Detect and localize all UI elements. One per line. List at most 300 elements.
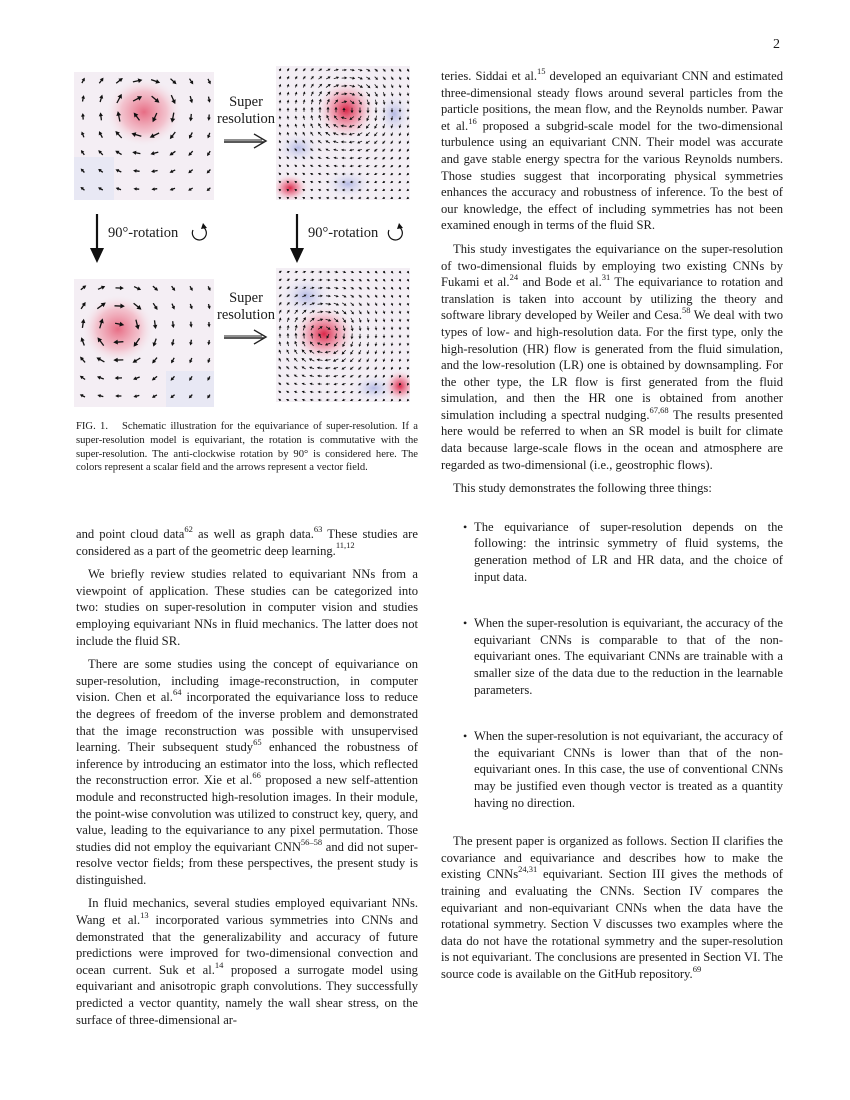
vector-arrow-head <box>280 279 281 280</box>
vector-arrow-head <box>326 149 327 150</box>
vector-arrow-head <box>343 400 344 401</box>
vector-arrow-head <box>384 86 385 87</box>
vector-arrow-head <box>120 79 122 81</box>
vector-arrow-head <box>351 197 352 198</box>
vector-arrow-head <box>391 336 392 337</box>
vector-arrow-head <box>392 94 393 95</box>
vector-arrow-head <box>392 272 393 273</box>
vector-arrow-head <box>311 198 312 199</box>
vector-arrow-head <box>383 150 384 151</box>
vector-arrow-head <box>359 190 360 191</box>
vector-arrow-head <box>351 345 352 347</box>
vector-arrow-head <box>375 337 376 338</box>
vector-arrow-head <box>319 334 320 336</box>
vector-arrow-head <box>408 288 409 289</box>
vector-arrow-head <box>312 271 313 272</box>
vector-arrow-head <box>311 391 312 392</box>
vector-arrow-head <box>359 376 360 377</box>
vector-arrow-head <box>400 376 401 377</box>
vector-arrow-head <box>352 321 353 322</box>
vector-arrow-head <box>391 344 392 345</box>
vector-arrow-head <box>311 116 312 117</box>
vector-arrow-head <box>407 110 408 111</box>
citation: 14 <box>214 959 224 970</box>
vector-arrow-head <box>303 157 304 158</box>
vector-arrow-head <box>383 166 384 167</box>
vector-arrow-head <box>407 336 408 337</box>
vector-arrow-head <box>367 198 368 199</box>
vector-arrow-head <box>336 280 337 281</box>
vector-arrow-head <box>399 384 400 385</box>
vector-arrow-head <box>82 170 83 171</box>
caption-tag: FIG. 1. <box>76 421 109 432</box>
vector-arrow-head <box>319 141 320 142</box>
vector-arrow-head <box>312 318 314 320</box>
vector-arrow-head <box>335 181 336 182</box>
vector-arrow-head <box>295 165 296 166</box>
vector-arrow-head <box>358 142 359 143</box>
vector-arrow-head <box>360 304 361 305</box>
vector-arrow-head <box>383 134 384 135</box>
vector-arrow-head <box>383 360 384 361</box>
vector-arrow-head <box>407 190 408 191</box>
vector-arrow-head <box>407 368 408 369</box>
vector-arrow-head <box>303 165 304 166</box>
vector-arrow-head <box>366 134 367 135</box>
vector-arrow-head <box>343 189 344 190</box>
vector-arrow-head <box>351 400 352 401</box>
vector-arrow-head <box>319 157 320 158</box>
vector-arrow-head <box>376 304 377 305</box>
vector-arrow-head <box>319 149 320 150</box>
vector-arrow-head <box>344 272 345 273</box>
vector-arrow-head <box>155 307 157 309</box>
vector-arrow-head <box>190 396 191 397</box>
vector-arrow-head <box>305 303 306 304</box>
vector-arrow-head <box>383 158 384 159</box>
vector-arrow-head <box>407 198 408 199</box>
citation: 69 <box>692 963 702 974</box>
vector-arrow-head <box>352 280 353 281</box>
vector-arrow-head <box>319 399 320 400</box>
vector-arrow-head <box>351 189 352 190</box>
vector-arrow-head <box>399 392 400 393</box>
vector-arrow-head <box>407 320 408 321</box>
vector-arrow-head <box>173 289 174 290</box>
vector-arrow-head <box>391 134 392 135</box>
vector-arrow-head <box>134 360 136 362</box>
vector-arrow-head <box>117 395 118 396</box>
vector-arrow-head <box>359 345 360 346</box>
vector-arrow-head <box>320 92 321 94</box>
vector-arrow-head <box>295 391 296 392</box>
vector-arrow-head <box>399 126 400 127</box>
vector-arrow-head <box>287 334 288 335</box>
vector-arrow-head <box>408 296 409 297</box>
vector-arrow-head <box>400 288 401 289</box>
vector-arrow-head <box>391 392 392 393</box>
vector-arrow-head <box>359 353 360 354</box>
vector-arrow-head <box>296 69 297 70</box>
vector-arrow-head <box>360 94 362 96</box>
vector-arrow-head <box>383 344 384 345</box>
rotate-ccw-icon <box>188 222 210 244</box>
vector-arrow-head <box>295 149 296 150</box>
vector-arrow-head <box>343 197 344 198</box>
vector-arrow-head <box>360 312 361 313</box>
vector-arrow-head <box>343 337 345 339</box>
vector-arrow-head <box>351 181 352 182</box>
vector-arrow-head <box>310 359 312 360</box>
vector-arrow-head <box>191 307 192 308</box>
vector-arrow-head <box>407 142 408 143</box>
vector-arrow-head <box>287 157 288 158</box>
vector-arrow-head <box>190 325 191 326</box>
vector-arrow-head <box>375 392 376 393</box>
vector-arrow-head <box>134 378 136 380</box>
vector-arrow-head <box>367 345 368 346</box>
vector-arrow-head <box>320 84 321 85</box>
vector-arrow-head <box>100 132 102 134</box>
vector-arrow-head <box>321 295 322 296</box>
vector-arrow-head <box>399 336 400 337</box>
vector-arrow-head <box>367 166 368 167</box>
vector-arrow-head <box>82 114 84 116</box>
vector-arrow-head <box>345 304 346 305</box>
vector-arrow-head <box>407 344 408 345</box>
vector-arrow-head <box>399 158 400 159</box>
vector-arrow-head <box>360 296 361 297</box>
vector-arrow-head <box>208 118 209 119</box>
vector-arrow-head <box>321 287 322 288</box>
vector-arrow-head <box>368 86 369 87</box>
vector-arrow-head <box>392 280 393 281</box>
vector-arrow-head <box>391 400 392 401</box>
citation: 67,68 <box>649 404 669 415</box>
vector-arrow-head <box>303 391 304 392</box>
vector-arrow-head <box>400 86 401 87</box>
vector-arrow-head <box>400 304 401 305</box>
vector-arrow-head <box>208 378 209 379</box>
hr-field-original <box>276 66 410 200</box>
vector-arrow-head <box>368 312 369 313</box>
vector-arrow-head <box>171 396 172 397</box>
vector-arrow-head <box>336 329 337 331</box>
vector-arrow-head <box>400 296 401 297</box>
vector-arrow-head <box>320 77 321 78</box>
vector-arrow-head <box>287 375 288 376</box>
citation: 63 <box>313 523 323 534</box>
vector-arrow-head <box>359 119 360 121</box>
vector-arrow-head <box>399 344 400 345</box>
vector-arrow-head <box>384 328 385 329</box>
vector-arrow-head <box>295 383 296 384</box>
vector-arrow-head <box>360 280 361 281</box>
paragraph: We briefly review studies related to equivariant NNs from a viewpoint of application. These studies can be categorized into two: studies on super-resolution in computer vision and studies employing equivariant NNs in fluid mechanics. The latter does not include the fluid SR. <box>76 567 418 648</box>
vector-arrow-head <box>407 400 408 401</box>
vector-arrow-head <box>296 295 297 296</box>
vector-arrow-head <box>353 78 354 79</box>
vector-arrow-head <box>81 395 82 396</box>
paragraph: teries. Siddai et al.$^{15}$ developed an equivariant CNN and estimated three-dimensional steady flows around several particles from the particle positions, the mean flow, and the Reynolds number. Pawar et al.$^{16}$ proposed a subgrid-scale model for the two-dimensional turbulence using an equivariant CNN. Their model was accurate and gave stable energy spectra for the various Reynolds numbers. Those studies suggest that incorporating physical symmetries enhances the accuracy and robustness of inference. To the best of our knowledge, the effect of including symmetries has not been examined enough in terms of the fluid SR. <box>441 65 783 233</box>
vector-arrow-head <box>280 101 281 102</box>
vector-arrow-head <box>383 174 384 175</box>
vector-arrow-head <box>280 295 281 296</box>
vector-arrow-head <box>358 150 359 151</box>
vector-arrow-head <box>280 311 281 312</box>
vector-arrow-head <box>287 109 288 110</box>
vector-arrow-head <box>361 78 362 79</box>
vector-arrow-head <box>173 307 174 309</box>
vector-arrow-head <box>310 342 312 344</box>
super-resolution-label-bottom: Super resolution <box>217 290 275 323</box>
vector-arrow-head <box>408 70 409 71</box>
vector-arrow-head <box>334 125 336 126</box>
vector-arrow-head <box>295 116 296 117</box>
vector-arrow-head <box>295 198 296 199</box>
vector-arrow-head <box>279 165 280 166</box>
vector-arrow-head <box>360 288 361 289</box>
vector-arrow-head <box>326 133 328 134</box>
vector-arrow-head <box>303 198 304 199</box>
vector-arrow-head <box>408 86 409 87</box>
vector-arrow-head <box>352 102 354 103</box>
vector-arrow-head <box>190 379 191 380</box>
vector-arrow-head <box>384 95 385 96</box>
citation: 58 <box>682 305 691 316</box>
vector-arrow-head <box>343 165 344 166</box>
vector-arrow-head <box>360 103 361 105</box>
vector-arrow-head <box>329 77 330 78</box>
down-arrow-icon <box>288 214 306 264</box>
vector-arrow-head <box>172 325 174 327</box>
vector-arrow-head <box>287 391 288 392</box>
vector-arrow-head <box>208 171 209 172</box>
figure-1 <box>74 66 420 406</box>
vector-arrow-head <box>208 343 209 344</box>
vector-arrow-head <box>399 360 400 361</box>
vector-arrow-head <box>329 69 330 70</box>
vector-arrow-head <box>174 81 176 83</box>
vector-arrow-head <box>171 171 173 172</box>
vector-arrow-head <box>191 100 193 102</box>
vector-arrow-head <box>375 166 376 167</box>
vector-arrow-head <box>351 111 353 112</box>
vector-arrow-head <box>375 190 376 191</box>
vector-arrow-head <box>295 334 297 335</box>
vector-arrow-head <box>319 181 320 182</box>
vector-arrow-head <box>334 141 335 142</box>
vector-arrow-head <box>326 141 327 142</box>
vector-arrow-head <box>367 392 368 393</box>
vector-arrow-head <box>280 318 281 319</box>
vector-arrow-head <box>408 78 409 79</box>
vector-arrow-head <box>171 189 172 190</box>
vector-arrow-head <box>400 70 401 71</box>
vector-arrow-head <box>303 334 305 336</box>
findings-list <box>441 519 783 811</box>
vector-arrow-head <box>343 384 344 385</box>
vector-arrow-head <box>352 312 353 313</box>
vector-arrow-head <box>400 94 401 95</box>
lr-field-original <box>74 72 214 200</box>
vector-arrow-head <box>359 368 360 369</box>
vector-arrow-head <box>280 303 281 304</box>
vector-arrow-head <box>190 361 191 362</box>
vector-arrow-head <box>311 189 312 190</box>
vector-arrow-head <box>352 272 353 273</box>
vector-arrow-head <box>359 166 360 167</box>
vector-arrow-head <box>209 289 210 290</box>
vector-arrow-head <box>375 376 376 377</box>
vector-arrow-head <box>384 70 385 71</box>
vector-arrow-head <box>295 173 296 174</box>
vector-arrow-head <box>99 151 101 153</box>
vector-arrow-head <box>312 84 313 85</box>
vector-arrow-head <box>391 190 392 191</box>
paragraph: This study investigates the equivariance on the super-resolution of two-dimensional fluids by employing two existing CNNs by Fukami et al.$^{24}$ and Bode et al.$^{31}$ The equivariance to rotation and translation is taken into account by utilizing the theory and software library developed by Weiler and Cesa.$^{58}$ We deal with two types of low- and high-resolution data. For the first type, only the high-resolution (HR) flow is generated from the fluid simulation, and the low-resolution (LR) one is obtained by downsampling. For the other type, the LR flow is first generated from the fluid simulation, and then the HR one is obtained from another simulation including a spectral nudging.$^{67,68}$ The results presented here would be referred to when an SR model is built for climate data because large-scale flows in the ocean and atmosphere are regarded as two-dimensional (i.e., geostrophic flows). <box>441 241 784 472</box>
vector-arrow-head <box>376 312 377 313</box>
vector-arrow-head <box>383 190 384 191</box>
vector-arrow-head <box>375 344 376 345</box>
vector-arrow-head <box>296 310 297 311</box>
vector-arrow-head <box>287 141 288 142</box>
vector-arrow-head <box>303 108 304 109</box>
vector-arrow-head <box>279 181 280 182</box>
vector-arrow-head <box>153 189 154 190</box>
vector-arrow-head <box>310 383 311 384</box>
vector-arrow-head <box>391 142 392 143</box>
vector-arrow-head <box>367 368 368 369</box>
vector-arrow-head <box>359 197 360 198</box>
vector-arrow-head <box>376 103 377 104</box>
vector-arrow-head <box>400 280 401 281</box>
vector-arrow-head <box>303 133 304 134</box>
vector-arrow-head <box>359 360 360 361</box>
vector-arrow-head <box>329 288 330 289</box>
vector-arrow-head <box>399 328 400 329</box>
vector-arrow-head <box>368 280 369 281</box>
paragraph: and point cloud data$^{62}$ as well as graph data.$^{63}$ These studies are considered as a part of the geometric deep learning.$^{11,12}$ <box>76 523 418 558</box>
vector-arrow-head <box>279 117 280 118</box>
vector-arrow-head <box>335 116 336 118</box>
vector-arrow-head <box>319 124 320 126</box>
vector-arrow-head <box>303 124 304 125</box>
vector-arrow-head <box>313 295 314 296</box>
vector-arrow-head <box>407 150 408 151</box>
vector-arrow-head <box>304 318 305 320</box>
vector-arrow-head <box>81 358 83 360</box>
vector-arrow-head <box>342 141 343 142</box>
vector-arrow-head <box>368 78 369 79</box>
vector-arrow-head <box>343 392 344 393</box>
vector-arrow-head <box>367 127 368 129</box>
vector-arrow-head <box>303 181 304 182</box>
vector-arrow-head <box>327 165 328 166</box>
vector-arrow-head <box>350 158 351 159</box>
vector-arrow-head <box>295 399 296 400</box>
vector-arrow-head <box>208 154 209 155</box>
vector-arrow-head <box>407 182 408 183</box>
vector-arrow-head <box>279 189 280 190</box>
right-arrow-icon <box>222 328 270 348</box>
vector-arrow-head <box>155 288 157 290</box>
vector-arrow-head <box>288 69 289 70</box>
vector-arrow-head <box>327 108 329 109</box>
vector-arrow-head <box>321 279 322 280</box>
vector-arrow-head <box>82 133 83 135</box>
vector-arrow-head <box>408 376 409 377</box>
vector-arrow-head <box>303 116 304 117</box>
citation: 16 <box>468 115 477 126</box>
vector-arrow-head <box>351 376 352 377</box>
vector-arrow-head <box>312 69 313 70</box>
vector-arrow-head <box>335 189 336 190</box>
vector-arrow-head <box>376 280 377 281</box>
vector-arrow-head <box>295 141 296 142</box>
vector-arrow-head <box>318 383 319 384</box>
vector-arrow-head <box>287 367 288 368</box>
vector-arrow-head <box>392 320 393 321</box>
vector-arrow-head <box>311 181 312 182</box>
vector-arrow-head <box>399 182 400 183</box>
vector-arrow-head <box>295 133 296 134</box>
vector-arrow-head <box>287 197 288 198</box>
vector-arrow-head <box>99 395 100 396</box>
vector-arrow-head <box>342 149 343 150</box>
vector-arrow-head <box>391 384 392 385</box>
vector-arrow-head <box>318 367 319 368</box>
vector-arrow-head <box>318 375 319 376</box>
vector-arrow-head <box>287 149 288 150</box>
vector-arrow-head <box>375 174 376 175</box>
vector-arrow-head <box>296 287 297 288</box>
vector-arrow-head <box>311 132 312 133</box>
vector-arrow-head <box>384 272 385 273</box>
vector-arrow-head <box>296 303 297 304</box>
vector-arrow-head <box>303 399 304 400</box>
vector-arrow-head <box>279 109 280 110</box>
vector-arrow-head <box>304 77 305 78</box>
vector-arrow-head <box>326 384 327 385</box>
super-resolution-label-top: Super resolution <box>217 94 275 127</box>
vector-arrow-head <box>302 367 303 368</box>
vector-arrow-head <box>326 124 328 126</box>
vector-arrow-head <box>344 321 345 323</box>
vector-arrow-head <box>310 375 311 376</box>
vector-arrow-head <box>335 173 336 174</box>
vector-arrow-head <box>375 368 376 369</box>
vector-arrow-head <box>209 307 210 308</box>
vector-arrow-head <box>359 111 361 112</box>
vector-arrow-head <box>391 182 392 183</box>
vector-arrow-head <box>295 189 296 190</box>
vector-arrow-head <box>152 171 154 173</box>
vector-arrow-head <box>407 118 408 119</box>
vector-arrow-head <box>288 85 289 86</box>
vector-arrow-head <box>400 78 401 79</box>
vector-arrow-head <box>279 133 280 134</box>
vector-arrow-head <box>319 197 320 198</box>
vector-arrow-head <box>345 77 346 78</box>
vector-arrow-head <box>399 166 400 167</box>
vector-arrow-head <box>208 136 209 137</box>
vector-arrow-head <box>375 384 376 385</box>
vector-arrow-head <box>279 375 280 376</box>
vector-arrow-head <box>368 272 369 273</box>
vector-arrow-head <box>280 326 281 327</box>
vector-arrow-head <box>383 111 384 112</box>
